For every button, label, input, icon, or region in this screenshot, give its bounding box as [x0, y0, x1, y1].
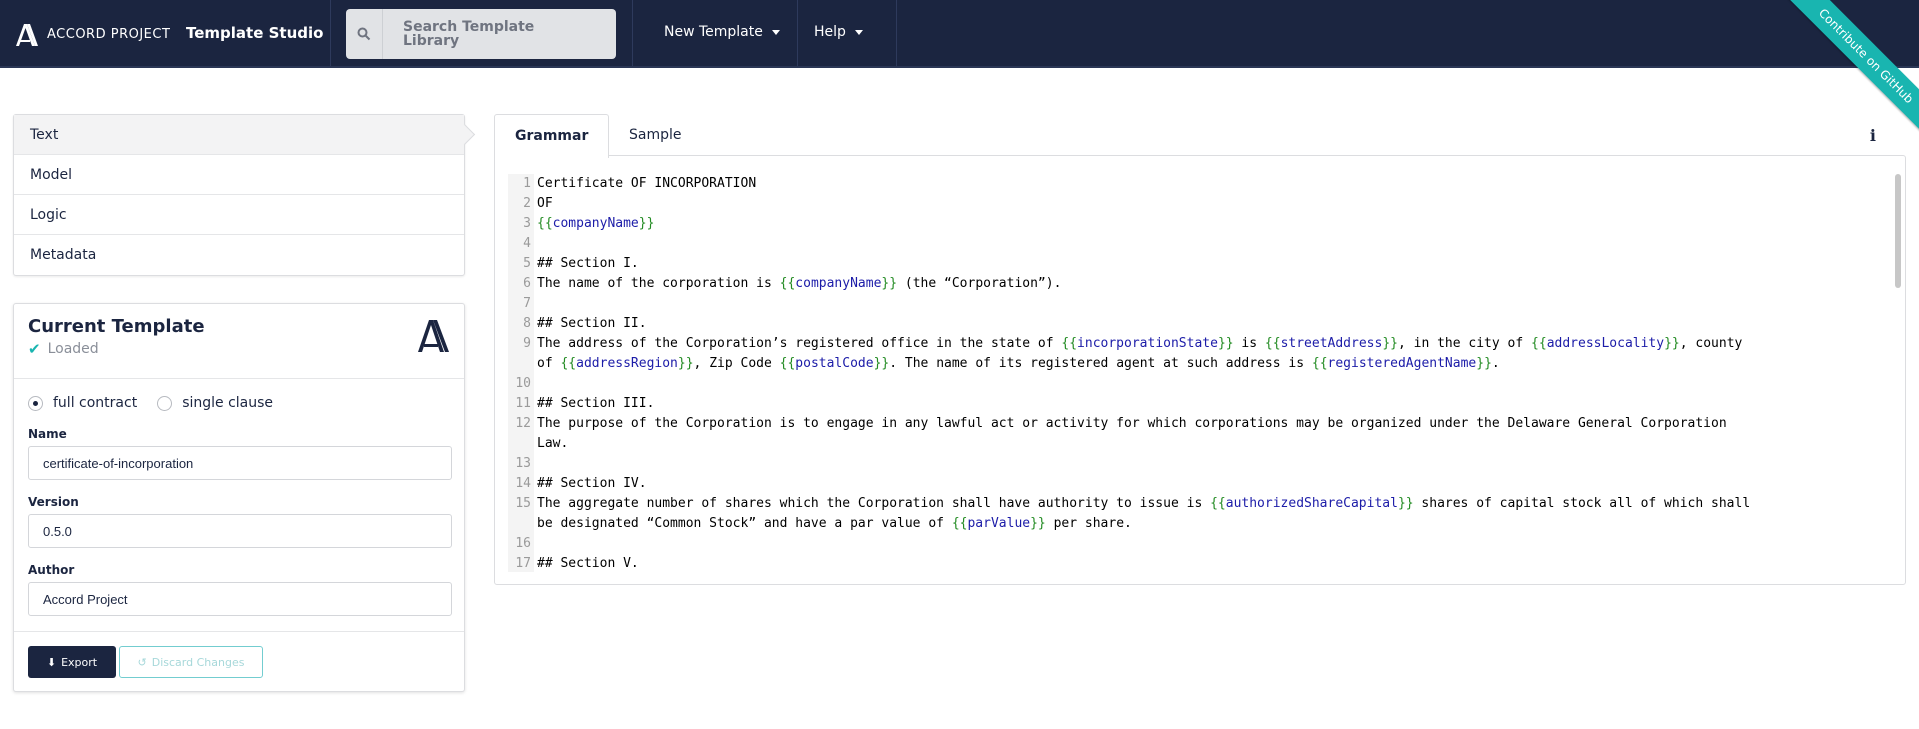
new-template-label: New Template	[664, 24, 763, 40]
code-text	[534, 554, 639, 572]
code-segment: ## Section III.	[537, 396, 655, 411]
code-segment: The address of the Corporation’s registered office in the state of	[537, 336, 1062, 351]
editor-tabs	[494, 114, 1906, 156]
code-segment: Certificate OF INCORPORATION	[537, 176, 757, 191]
code-line	[508, 454, 1893, 474]
line-number: 4	[523, 236, 531, 251]
variable-bracket: }}	[1217, 336, 1234, 351]
code-segment: , county	[1679, 336, 1743, 351]
code-segment: . The name of its registered agent at such address is	[889, 356, 1312, 371]
caret-down-icon	[772, 30, 780, 35]
code-text	[534, 294, 537, 314]
variable-bracket: {{	[1061, 336, 1078, 351]
code-text	[534, 434, 568, 454]
name-field[interactable]	[28, 446, 452, 480]
variable-bracket: }}	[881, 276, 898, 291]
variable-bracket: {{	[560, 356, 577, 371]
line-number: 14	[515, 476, 531, 491]
code-segment: .	[1491, 356, 1500, 371]
code-line	[508, 494, 1893, 514]
code-line	[508, 474, 1893, 494]
code-text	[534, 454, 537, 474]
code-segment: ## Section V.	[537, 556, 639, 571]
caret-down-icon	[855, 30, 863, 35]
code-line	[508, 194, 1893, 214]
code-text	[534, 394, 654, 414]
code-segment: per share.	[1045, 516, 1132, 531]
template-variable: companyName	[795, 276, 882, 291]
line-number: 3	[523, 216, 531, 231]
code-line	[508, 414, 1893, 434]
variable-bracket: {{	[951, 516, 968, 531]
header-divider	[632, 0, 633, 66]
code-text	[534, 314, 647, 334]
code-text	[534, 354, 1500, 374]
code-line	[508, 254, 1893, 274]
editor-scrollbar[interactable]	[1895, 174, 1901, 288]
code-line	[508, 314, 1893, 334]
code-line	[508, 334, 1893, 354]
version-label: Version	[28, 495, 79, 509]
variable-bracket: }}	[677, 356, 694, 371]
tab-grammar[interactable]: Grammar	[494, 114, 609, 158]
code-line	[508, 294, 1893, 314]
status-text: Loaded	[47, 341, 99, 357]
template-variable: addressRegion	[576, 356, 678, 371]
code-line	[508, 374, 1893, 394]
template-variable: registeredAgentName	[1327, 356, 1477, 371]
line-number: 11	[515, 396, 531, 411]
header-divider	[797, 0, 798, 66]
code-line	[508, 514, 1893, 534]
code-line	[508, 274, 1893, 294]
line-number: 12	[515, 416, 531, 431]
line-number: 1	[523, 176, 531, 191]
menu-item-model[interactable]: Model	[14, 155, 464, 195]
check-icon: ✔	[28, 340, 41, 358]
code-line	[508, 234, 1893, 254]
template-variable: postalCode	[795, 356, 874, 371]
code-segment: ## Section I.	[537, 256, 639, 271]
card-divider	[14, 378, 464, 379]
top-navbar	[0, 0, 1919, 107]
search-icon	[346, 9, 382, 59]
author-field[interactable]	[28, 582, 452, 616]
variable-bracket: }}	[1030, 516, 1046, 531]
code-segment: OF	[537, 196, 553, 211]
single-clause-radio[interactable]	[157, 396, 172, 411]
card-title: Current Template	[28, 316, 205, 337]
search-separator	[382, 9, 383, 59]
template-status	[28, 340, 99, 358]
code-text	[534, 374, 537, 394]
variable-bracket: }}	[1664, 336, 1680, 351]
help-label: Help	[814, 24, 846, 40]
template-variable: parValue	[967, 516, 1031, 531]
menu-item-metadata[interactable]: Metadata	[30, 247, 97, 263]
code-text	[534, 214, 654, 234]
line-number: 10	[515, 376, 531, 391]
full-contract-label[interactable]: full contract	[53, 395, 138, 411]
line-number: 16	[515, 536, 531, 551]
undo-icon: ↺	[137, 655, 147, 669]
export-button[interactable]	[28, 646, 116, 678]
app-title[interactable]: Template Studio	[186, 24, 324, 42]
code-segment: is	[1233, 336, 1265, 351]
code-line	[508, 394, 1893, 414]
menu-item-logic[interactable]: Logic	[14, 195, 464, 235]
code-text	[534, 494, 1750, 514]
info-icon[interactable]: i	[1869, 126, 1876, 145]
line-number: 8	[523, 316, 531, 331]
code-text	[534, 254, 639, 274]
template-variable: streetAddress	[1280, 336, 1383, 351]
grammar-editor	[494, 155, 1906, 585]
logo-text: ACCORD PROJECT	[47, 26, 171, 42]
line-number: 2	[523, 196, 531, 211]
code-line	[508, 214, 1893, 234]
template-type-radio-group	[28, 395, 293, 411]
code-segment: shares of capital stock all of which shall	[1413, 496, 1751, 511]
line-number: 6	[523, 276, 531, 291]
code-segment: The name of the corporation is	[537, 276, 780, 291]
code-segment: , in the city of	[1397, 336, 1532, 351]
discard-changes-button[interactable]	[119, 646, 263, 678]
template-variable: authorizedShareCapital	[1225, 496, 1398, 511]
code-segment: The purpose of the Corporation is to engage in any lawful act or activity for which corporations may be organized under the Delaware General Corporation	[537, 416, 1727, 431]
code-segment: (the “Corporation”).	[897, 276, 1062, 291]
line-number: 17	[515, 556, 531, 571]
variable-bracket: }}	[638, 216, 655, 231]
variable-bracket: }}	[1382, 336, 1398, 351]
code-segment: ## Section IV.	[537, 476, 647, 491]
name-label: Name	[28, 427, 67, 441]
variable-bracket: }}	[873, 356, 890, 371]
code-segment: The aggregate number of shares which the Corporation shall have authority to issue is	[537, 496, 1211, 511]
code-segment: ## Section II.	[537, 316, 647, 331]
variable-bracket: {{	[1311, 356, 1328, 371]
variable-bracket: }}	[1397, 496, 1414, 511]
card-divider	[14, 631, 464, 632]
single-clause-label[interactable]: single clause	[182, 395, 274, 411]
new-template-menu[interactable]	[664, 24, 780, 40]
search-placeholder: Search Template Library	[403, 19, 535, 49]
variable-bracket: {{	[537, 216, 553, 231]
code-text	[534, 194, 553, 214]
menu-item-text[interactable]: Text	[14, 115, 464, 155]
variable-bracket: {{	[1264, 336, 1281, 351]
variable-bracket: {{	[1210, 496, 1226, 511]
file-type-menu	[13, 114, 465, 276]
code-line	[508, 354, 1893, 374]
tab-sample[interactable]: Sample	[629, 127, 682, 143]
code-text	[534, 514, 1132, 534]
search-template-library-input[interactable]	[346, 9, 616, 59]
code-line	[508, 174, 1893, 194]
variable-bracket: {{	[779, 276, 796, 291]
line-number: 15	[515, 496, 531, 511]
code-text	[534, 474, 647, 494]
code-text	[534, 174, 756, 194]
accord-logo-icon	[14, 20, 40, 48]
line-number: 13	[515, 456, 531, 471]
code-segment: Law.	[537, 436, 569, 451]
download-icon: ⬇	[46, 655, 57, 669]
code-text	[534, 234, 537, 254]
line-number: 5	[523, 256, 531, 271]
variable-bracket: }}	[1476, 356, 1492, 371]
code-line	[508, 534, 1893, 554]
line-number-spacer	[508, 354, 534, 374]
code-text	[534, 534, 537, 554]
code-segment: of	[537, 356, 561, 371]
export-label: Export	[61, 655, 98, 669]
variable-bracket: {{	[1531, 336, 1547, 351]
code-line	[508, 554, 1893, 572]
code-text	[534, 414, 1727, 434]
full-contract-radio[interactable]	[28, 396, 43, 411]
line-number: 9	[523, 336, 531, 351]
template-variable: companyName	[552, 216, 639, 231]
variable-bracket: {{	[779, 356, 796, 371]
code-text	[534, 274, 1061, 294]
code-segment: be designated “Common Stock” and have a par value of	[537, 516, 952, 531]
contribute-on-github-ribbon[interactable]: Contribute on GitHub	[1789, 0, 1919, 133]
template-variable: incorporationState	[1077, 336, 1218, 351]
help-menu[interactable]	[814, 24, 863, 40]
code-line	[508, 434, 1893, 454]
discard-label: Discard Changes	[151, 655, 245, 669]
code-editor[interactable]	[508, 174, 1893, 572]
template-variable: addressLocality	[1546, 336, 1665, 351]
version-field[interactable]	[28, 514, 452, 548]
accord-logo-icon	[416, 316, 452, 354]
line-number: 7	[523, 296, 531, 311]
line-number-spacer	[508, 514, 534, 534]
author-label: Author	[28, 563, 75, 577]
accord-project-logo[interactable]	[14, 20, 170, 48]
header-divider	[896, 0, 897, 66]
line-number-spacer	[508, 434, 534, 454]
code-segment: , Zip Code	[693, 356, 780, 371]
code-text	[534, 334, 1742, 354]
header-divider	[330, 0, 331, 66]
current-template-card	[13, 303, 465, 692]
